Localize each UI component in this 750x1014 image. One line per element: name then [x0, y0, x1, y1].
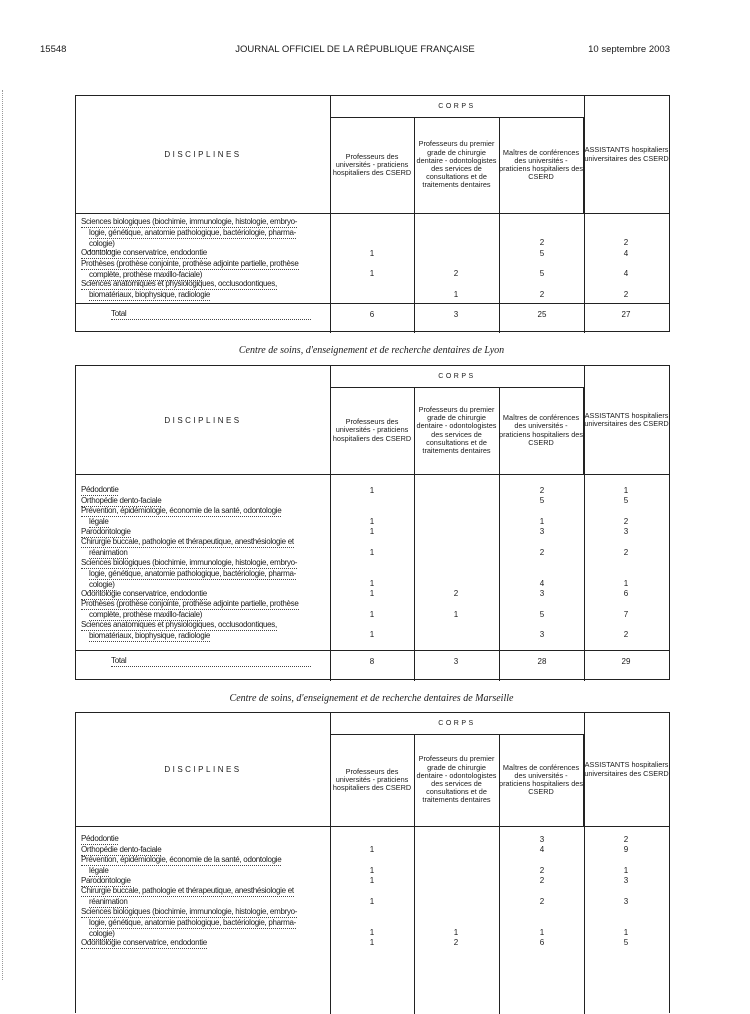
- discipline-label: [81, 886, 323, 908]
- page-number: 15548: [40, 44, 67, 55]
- journal-title: JOURNAL OFFICIEL DE LA RÉPUBLIQUE FRANÇAISE: [235, 44, 475, 55]
- discipline-label-text: Sciences biologiques (biochimie, immunologie, histologie, embryo-: [81, 217, 297, 228]
- total-cell: 25: [537, 310, 547, 319]
- count-cell: 2: [539, 547, 545, 557]
- total-cell: 6: [369, 310, 375, 319]
- table-row: [76, 496, 669, 507]
- count-cell: 3: [539, 527, 545, 536]
- count-cell: 2: [623, 630, 629, 639]
- count-cell: 2: [539, 289, 545, 299]
- col-assistants-header: [584, 366, 669, 474]
- page-header: [40, 44, 670, 58]
- discipline-label-text: Sciences biologiques (biochimie, immunologie, histologie, embryo-: [81, 558, 297, 569]
- discipline-label-line: [81, 631, 323, 642]
- discipline-label-line: [81, 537, 323, 548]
- count-cell: 1: [369, 248, 375, 258]
- discipline-label-text: cologie): [89, 929, 115, 940]
- discipline-label-line: [81, 569, 323, 580]
- count-cell: 1: [369, 927, 375, 937]
- discipline-label: [81, 620, 323, 642]
- count-cell: 2: [623, 238, 629, 247]
- col-assistants-text: ASSISTANTS hospitaliers universitaires des CSERD: [584, 760, 669, 778]
- col-assistants-header: [584, 96, 669, 213]
- discipline-label: [81, 907, 323, 941]
- col-professeurs-header: [330, 117, 415, 213]
- table-row: [76, 259, 669, 280]
- count-cell: 1: [623, 578, 629, 588]
- table-discipline-counts-lyon: [75, 365, 670, 680]
- count-cell: 5: [539, 496, 545, 505]
- discipline-label-line: [81, 506, 323, 517]
- count-cell: 2: [453, 938, 459, 947]
- table-row: [76, 599, 669, 620]
- discipline-label: [81, 506, 323, 528]
- count-cell: 2: [539, 896, 545, 906]
- col-premier-grade-text: Professeurs du premier grade de chirurgie dentaire - odontologistes des services de consultations et de traitements dentaires: [416, 404, 497, 455]
- discipline-label-line: [81, 918, 323, 929]
- total-separator: [76, 650, 669, 651]
- count-cell: 1: [369, 589, 375, 598]
- discipline-label: [81, 259, 323, 281]
- discipline-label-line: [81, 259, 323, 270]
- total-cell: 8: [369, 657, 375, 666]
- count-cell: 2: [539, 876, 545, 885]
- discipline-label-text: réanimation: [89, 897, 128, 908]
- count-cell: 1: [369, 876, 375, 885]
- col-premier-grade-header: [414, 117, 500, 213]
- count-cell: 1: [369, 547, 375, 557]
- table-row: [76, 485, 669, 496]
- discipline-label-text: Prothèses (prothèse conjointe, prothèse adjointe partielle, prothèse: [81, 599, 299, 610]
- col-professeurs-header: [330, 734, 415, 826]
- col-maitres-text: Maîtres de conférences des universités - praticiens hospitaliers des CSERD: [499, 147, 583, 182]
- discipline-label: [81, 537, 323, 559]
- discipline-label-line: [81, 599, 323, 610]
- total-cell: 3: [453, 657, 459, 666]
- discipline-label-text: complète, prothèse maxillo-faciale): [89, 610, 202, 621]
- discipline-label-text: Pédodontie: [81, 485, 118, 496]
- col-maitres-header: [499, 117, 584, 213]
- disciplines-header: DISCIPLINES: [76, 366, 331, 474]
- count-cell: 1: [369, 896, 375, 906]
- count-cell: 1: [453, 927, 459, 937]
- table-discipline-counts-1: [75, 95, 670, 332]
- total-cell: 3: [453, 310, 459, 319]
- caption-lyon: Centre de soins, d'enseignement et de recherche dentaires de Lyon: [238, 345, 505, 356]
- table-row: [76, 537, 669, 558]
- discipline-label-text: Orthopédie dento-faciale: [81, 845, 161, 856]
- count-cell: 6: [539, 938, 545, 947]
- count-cell: 1: [623, 865, 629, 875]
- count-cell: 5: [539, 248, 545, 258]
- count-cell: 6: [623, 589, 629, 598]
- discipline-label: [81, 558, 323, 592]
- count-cell: 1: [453, 609, 459, 619]
- table-row: [76, 620, 669, 641]
- total-separator: [76, 303, 669, 304]
- table-row: [76, 279, 669, 300]
- count-cell: 1: [539, 927, 545, 937]
- count-cell: 1: [369, 516, 375, 526]
- discipline-label-text: Sciences anatomiques et physiologiques, occlusodontiques,: [81, 620, 277, 631]
- count-cell: 1: [369, 269, 375, 278]
- count-cell: 9: [623, 845, 629, 854]
- table-row: [76, 938, 669, 949]
- discipline-label-text: cologie): [89, 239, 115, 250]
- count-cell: 1: [369, 485, 375, 495]
- table-row: [76, 834, 669, 845]
- table-row: [76, 589, 669, 600]
- table-row: [76, 907, 669, 938]
- count-cell: 1: [453, 289, 459, 299]
- table-row: [76, 527, 669, 538]
- col-maitres-text: Maîtres de conférences des universités - praticiens hospitaliers des CSERD: [499, 762, 583, 797]
- discipline-label-text: Orthopédie dento-faciale: [81, 496, 161, 507]
- total-cell: 29: [621, 657, 631, 666]
- count-cell: 5: [623, 496, 629, 505]
- discipline-label-text: biomatériaux, biophysique, radiologie: [89, 631, 210, 642]
- table-row: [76, 845, 669, 856]
- count-cell: 4: [623, 269, 629, 278]
- table-row: [76, 248, 669, 259]
- disciplines-header: DISCIPLINES: [76, 96, 331, 213]
- table-discipline-counts-marseille: [75, 712, 670, 1013]
- count-cell: 1: [539, 516, 545, 526]
- table-row: [76, 886, 669, 907]
- discipline-label-line: [81, 938, 323, 949]
- table-row: [76, 855, 669, 876]
- discipline-label-line: [81, 855, 323, 866]
- discipline-label-text: Prévention, épidémiologie, économie de la santé, odontologie: [81, 506, 281, 517]
- discipline-label-text: Parodontologie: [81, 527, 131, 538]
- discipline-label-text: logie, génétique, anatomie pathologique, bactériologie, pharma-: [89, 918, 296, 929]
- count-cell: 2: [623, 516, 629, 526]
- col-professeurs-text: Professeurs des universités - praticiens hospitaliers des CSERD: [332, 766, 412, 793]
- discipline-label-text: Odontologie conservatrice, endodontie: [81, 589, 207, 600]
- discipline-label-text: Chirurgie buccale, pathologie et thérapeutique, anesthésiologie et: [81, 886, 294, 897]
- total-cell: 28: [537, 657, 547, 666]
- count-cell: 2: [623, 834, 629, 844]
- discipline-label-text: Parodontologie: [81, 876, 131, 887]
- count-cell: 1: [369, 845, 375, 854]
- count-cell: 3: [623, 896, 629, 906]
- col-professeurs-text: Professeurs des universités - praticiens hospitaliers des CSERD: [332, 417, 412, 443]
- count-cell: 1: [369, 578, 375, 588]
- count-cell: 1: [369, 609, 375, 619]
- discipline-label-text: cologie): [89, 580, 115, 591]
- count-cell: 3: [623, 876, 629, 885]
- discipline-label: [81, 855, 323, 877]
- col-maitres-header: [499, 387, 584, 474]
- col-maitres-text: Maîtres de conférences des universités - praticiens hospitaliers des CSERD: [499, 413, 583, 447]
- discipline-label-text: Chirurgie buccale, pathologie et thérapeutique, anesthésiologie et: [81, 537, 294, 548]
- discipline-label-line: [81, 228, 323, 239]
- discipline-label: [81, 599, 323, 621]
- count-cell: 5: [539, 609, 545, 619]
- binding-margin: [2, 90, 6, 980]
- count-cell: 1: [369, 527, 375, 536]
- count-cell: 1: [623, 485, 629, 495]
- publication-date: 10 septembre 2003: [588, 44, 670, 55]
- count-cell: 2: [453, 269, 459, 278]
- discipline-label-text: complète, prothèse maxillo-faciale): [89, 270, 202, 281]
- discipline-label-text: biomatériaux, biophysique, radiologie: [89, 290, 210, 301]
- table-row: [76, 876, 669, 887]
- total-label-text: Total: [111, 309, 311, 320]
- caption-marseille: Centre de soins, d'enseignement et de recherche dentaires de Marseille: [229, 693, 514, 704]
- discipline-label-text: Odontologie conservatrice, endodontie: [81, 248, 207, 259]
- col-assistants-header: [584, 713, 669, 826]
- discipline-label-line: [81, 217, 323, 228]
- count-cell: 4: [539, 578, 545, 588]
- count-cell: 2: [539, 238, 545, 247]
- table-row: [76, 217, 669, 248]
- discipline-label-text: Odontologie conservatrice, endodontie: [81, 938, 207, 949]
- col-premier-grade-header: [414, 387, 500, 474]
- discipline-label: [81, 217, 323, 251]
- count-cell: 1: [369, 865, 375, 875]
- count-cell: 2: [453, 589, 459, 598]
- total-row: [76, 309, 669, 321]
- discipline-label-line: [81, 279, 323, 290]
- count-cell: 2: [539, 485, 545, 495]
- col-maitres-header: [499, 734, 584, 826]
- total-label-text: Total: [111, 656, 311, 667]
- discipline-label: [81, 279, 323, 301]
- count-cell: 3: [539, 630, 545, 639]
- count-cell: 4: [539, 845, 545, 854]
- discipline-label-text: logie, génétique, anatomie pathologique, bactériologie, pharma-: [89, 228, 296, 239]
- count-cell: 7: [623, 609, 629, 619]
- col-professeurs-header: [330, 387, 415, 474]
- count-cell: 2: [623, 547, 629, 557]
- count-cell: 3: [623, 527, 629, 536]
- count-cell: 4: [623, 248, 629, 258]
- count-cell: 3: [539, 589, 545, 598]
- col-professeurs-text: Professeurs des universités - praticiens hospitaliers des CSERD: [332, 151, 412, 178]
- discipline-label-line: [81, 620, 323, 631]
- corps-header: CORPS: [330, 713, 585, 735]
- col-assistants-text: ASSISTANTS hospitaliers universitaires des CSERD: [584, 410, 669, 428]
- discipline-label-text: Sciences biologiques (biochimie, immunologie, histologie, embryo-: [81, 907, 297, 918]
- discipline-label-text: Sciences anatomiques et physiologiques, occlusodontiques,: [81, 279, 277, 290]
- count-cell: 3: [539, 834, 545, 844]
- count-cell: 2: [623, 289, 629, 299]
- table-header: [76, 96, 669, 214]
- discipline-label: [81, 938, 323, 949]
- total-label: [81, 656, 353, 667]
- count-cell: 5: [623, 938, 629, 947]
- table-header: [76, 713, 669, 827]
- discipline-label-text: légale: [89, 866, 109, 877]
- discipline-label-text: légale: [89, 517, 109, 528]
- count-cell: 1: [623, 927, 629, 937]
- count-cell: 5: [539, 269, 545, 278]
- count-cell: 1: [369, 938, 375, 947]
- corps-header: CORPS: [330, 366, 585, 388]
- disciplines-header: DISCIPLINES: [76, 713, 331, 826]
- discipline-label-line: [81, 907, 323, 918]
- count-cell: 2: [539, 865, 545, 875]
- col-premier-grade-text: Professeurs du premier grade de chirurgie dentaire - odontologistes des services de consultations et de traitements dentaires: [416, 754, 497, 805]
- table-row: [76, 558, 669, 589]
- total-row: [76, 656, 669, 668]
- discipline-label-line: [81, 886, 323, 897]
- col-premier-grade-header: [414, 734, 500, 826]
- discipline-label-text: Prévention, épidémiologie, économie de la santé, odontologie: [81, 855, 281, 866]
- total-label: [81, 309, 353, 320]
- discipline-label-line: [81, 558, 323, 569]
- discipline-label-line: [81, 290, 323, 301]
- table-header: [76, 366, 669, 475]
- discipline-label-text: Pédodontie: [81, 834, 118, 845]
- discipline-label-text: réanimation: [89, 548, 128, 559]
- col-assistants-text: ASSISTANTS hospitaliers universitaires des CSERD: [584, 145, 669, 163]
- col-premier-grade-text: Professeurs du premier grade de chirurgie dentaire - odontologistes des services de consultations et de traitements dentaires: [416, 139, 497, 190]
- discipline-label-text: logie, génétique, anatomie pathologique, bactériologie, pharma-: [89, 569, 296, 580]
- discipline-label-text: Prothèses (prothèse conjointe, prothèse adjointe partielle, prothèse: [81, 259, 299, 270]
- table-row: [76, 506, 669, 527]
- count-cell: 1: [369, 630, 375, 639]
- corps-header: CORPS: [330, 96, 585, 118]
- total-cell: 27: [621, 310, 631, 319]
